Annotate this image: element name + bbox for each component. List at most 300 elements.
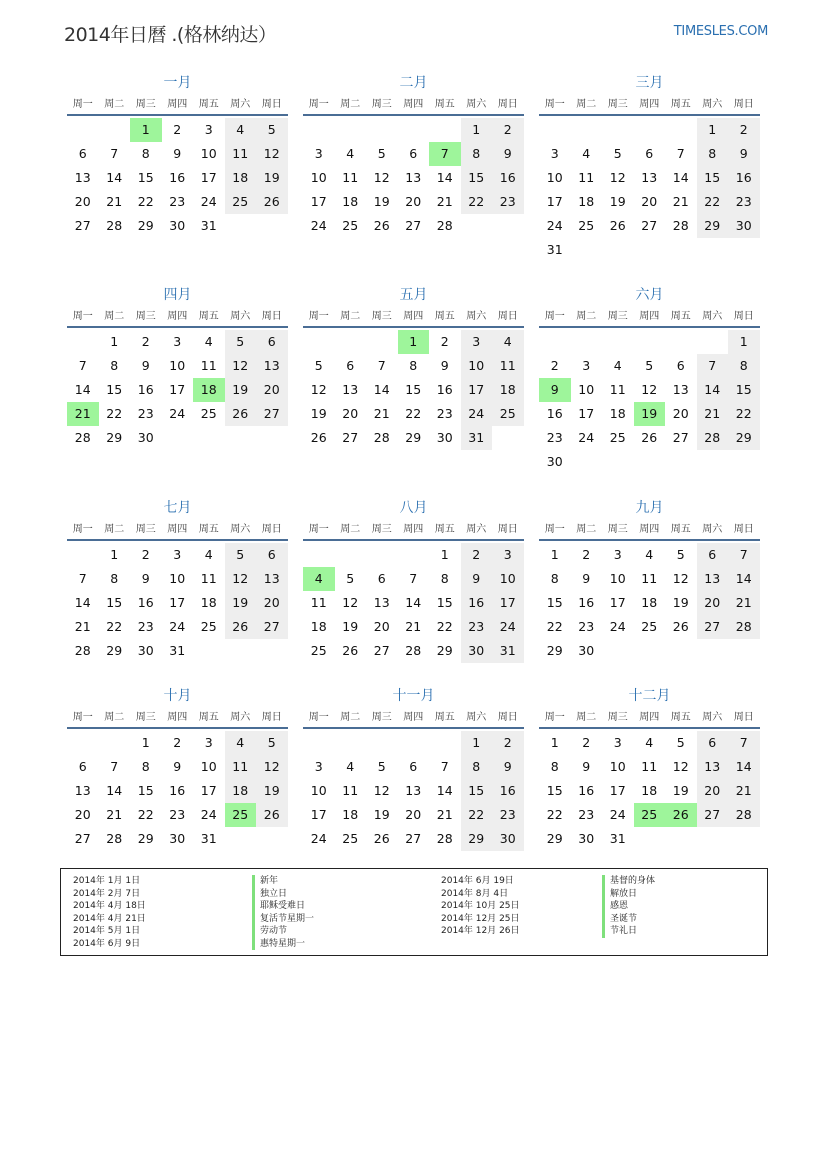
day-cell[interactable]: 17 [310, 194, 327, 209]
day-cell[interactable]: 17 [609, 783, 626, 798]
day-cell[interactable]: 7 [676, 146, 685, 161]
day-cell[interactable]: 23 [461, 615, 493, 639]
day-cell[interactable]: 13 [697, 567, 729, 591]
day-cell[interactable]: 13 [256, 354, 288, 378]
day-cell[interactable]: 20 [405, 807, 422, 822]
day-cell[interactable]: 10 [609, 759, 626, 774]
day-cell[interactable]: 23 [169, 194, 186, 209]
day-cell[interactable]: 26 [373, 218, 390, 233]
day-cell[interactable]: 3 [173, 547, 182, 562]
day-cell[interactable]: 3 [492, 543, 524, 567]
day-cell[interactable]: 15 [461, 779, 493, 803]
day-cell[interactable]: 22 [137, 807, 154, 822]
day-cell[interactable]: 3 [314, 759, 323, 774]
day-cell[interactable]: 10 [169, 358, 186, 373]
day-cell[interactable]: 4 [225, 118, 257, 142]
day-cell[interactable]: 26 [672, 619, 689, 634]
day-cell[interactable]: 24 [310, 831, 327, 846]
day-cell[interactable]: 26 [256, 190, 288, 214]
day-cell[interactable]: 9 [492, 142, 524, 166]
day-cell[interactable]: 4 [225, 731, 257, 755]
day-cell[interactable]: 13 [405, 170, 422, 185]
day-cell[interactable]: 2 [440, 334, 449, 349]
day-cell[interactable]: 30 [578, 643, 595, 658]
day-cell[interactable]: 16 [728, 166, 760, 190]
day-cell[interactable]: 5 [613, 146, 622, 161]
day-cell[interactable]: 10 [546, 170, 563, 185]
day-cell[interactable]: 29 [697, 214, 729, 238]
day-cell[interactable]: 21 [728, 591, 760, 615]
day-cell[interactable]: 27 [256, 402, 288, 426]
day-cell[interactable]: 12 [225, 354, 257, 378]
day-cell[interactable]: 8 [440, 571, 449, 586]
day-cell[interactable]: 30 [578, 831, 595, 846]
day-cell[interactable]: 16 [137, 595, 154, 610]
day-cell[interactable]: 3 [204, 122, 213, 137]
day-cell[interactable]: 17 [546, 194, 563, 209]
day-cell[interactable]: 10 [169, 571, 186, 586]
day-cell[interactable]: 17 [200, 783, 217, 798]
day-cell[interactable]: 1 [728, 330, 760, 354]
day-cell[interactable]: 14 [74, 595, 91, 610]
day-cell[interactable]: 8 [110, 358, 119, 373]
day-cell[interactable]: 22 [106, 406, 123, 421]
day-cell[interactable]: 20 [405, 194, 422, 209]
day-cell[interactable]: 31 [200, 831, 217, 846]
day-cell[interactable]: 1 [550, 735, 559, 750]
day-cell[interactable]: 31 [546, 242, 563, 257]
day-cell[interactable]: 28 [672, 218, 689, 233]
day-cell[interactable]: 11 [342, 170, 359, 185]
day-cell[interactable]: 2 [492, 118, 524, 142]
day-cell[interactable]: 16 [492, 166, 524, 190]
day-cell[interactable]: 13 [342, 382, 359, 397]
day-cell[interactable]: 13 [641, 170, 658, 185]
day-cell[interactable]: 25 [342, 831, 359, 846]
day-cell[interactable]: 22 [106, 619, 123, 634]
day-cell[interactable]: 18 [492, 378, 524, 402]
day-cell[interactable]: 22 [405, 406, 422, 421]
day-cell[interactable]: 15 [137, 170, 154, 185]
day-cell[interactable]: 28 [697, 426, 729, 450]
day-cell[interactable]: 20 [74, 807, 91, 822]
day-cell[interactable]: 15 [436, 595, 453, 610]
day-cell[interactable]: 11 [225, 142, 257, 166]
day-cell[interactable]: 25 [609, 430, 626, 445]
day-cell[interactable]: 28 [74, 430, 91, 445]
day-cell[interactable]: 27 [74, 831, 91, 846]
day-cell[interactable]: 28 [373, 430, 390, 445]
day-cell[interactable]: 21 [106, 194, 123, 209]
day-cell[interactable]: 20 [697, 591, 729, 615]
day-cell[interactable]: 22 [697, 190, 729, 214]
day-cell[interactable]: 23 [492, 803, 524, 827]
day-cell[interactable]: 28 [106, 831, 123, 846]
day-cell[interactable]: 30 [728, 214, 760, 238]
day-cell[interactable]: 24 [492, 615, 524, 639]
day-cell[interactable]: 9 [492, 755, 524, 779]
day-cell[interactable]: 22 [546, 619, 563, 634]
day-cell[interactable]: 11 [200, 571, 217, 586]
day-cell[interactable]: 25 [200, 619, 217, 634]
day-cell[interactable]: 16 [546, 406, 563, 421]
day-cell[interactable]: 11 [342, 783, 359, 798]
day-cell[interactable]: 27 [342, 430, 359, 445]
day-cell[interactable]: 11 [200, 358, 217, 373]
day-cell[interactable]: 2 [173, 122, 182, 137]
day-cell[interactable]: 18 [200, 595, 217, 610]
day-cell[interactable]: 30 [137, 643, 154, 658]
day-cell[interactable]: 8 [697, 142, 729, 166]
day-cell[interactable]: 14 [697, 378, 729, 402]
day-cell[interactable]: 8 [461, 142, 493, 166]
day-cell[interactable]: 7 [110, 146, 119, 161]
day-cell[interactable]: 11 [310, 595, 327, 610]
day-cell[interactable]: 15 [405, 382, 422, 397]
day-cell[interactable]: 23 [137, 619, 154, 634]
day-cell[interactable]: 5 [377, 146, 386, 161]
day-cell[interactable]: 29 [106, 643, 123, 658]
holiday-day-cell[interactable]: 1 [398, 330, 430, 354]
day-cell[interactable]: 15 [137, 783, 154, 798]
day-cell[interactable]: 26 [225, 615, 257, 639]
day-cell[interactable]: 6 [78, 759, 87, 774]
day-cell[interactable]: 18 [342, 807, 359, 822]
day-cell[interactable]: 30 [169, 218, 186, 233]
day-cell[interactable]: 12 [256, 755, 288, 779]
day-cell[interactable]: 3 [550, 146, 559, 161]
day-cell[interactable]: 19 [310, 406, 327, 421]
day-cell[interactable]: 15 [106, 595, 123, 610]
day-cell[interactable]: 1 [110, 547, 119, 562]
site-logo[interactable]: TIMESLES.COM [673, 24, 768, 39]
day-cell[interactable]: 9 [582, 759, 591, 774]
day-cell[interactable]: 7 [728, 543, 760, 567]
day-cell[interactable]: 4 [204, 547, 213, 562]
day-cell[interactable]: 6 [256, 330, 288, 354]
day-cell[interactable]: 18 [609, 406, 626, 421]
day-cell[interactable]: 12 [310, 382, 327, 397]
day-cell[interactable]: 8 [728, 354, 760, 378]
day-cell[interactable]: 30 [436, 430, 453, 445]
day-cell[interactable]: 13 [672, 382, 689, 397]
day-cell[interactable]: 5 [645, 358, 654, 373]
day-cell[interactable]: 14 [106, 170, 123, 185]
day-cell[interactable]: 28 [405, 643, 422, 658]
day-cell[interactable]: 17 [169, 595, 186, 610]
day-cell[interactable]: 18 [641, 595, 658, 610]
day-cell[interactable]: 20 [641, 194, 658, 209]
day-cell[interactable]: 24 [169, 406, 186, 421]
day-cell[interactable]: 27 [405, 218, 422, 233]
day-cell[interactable]: 6 [676, 358, 685, 373]
day-cell[interactable]: 10 [310, 783, 327, 798]
day-cell[interactable]: 29 [106, 430, 123, 445]
day-cell[interactable]: 29 [461, 827, 493, 851]
day-cell[interactable]: 20 [373, 619, 390, 634]
day-cell[interactable]: 26 [609, 218, 626, 233]
day-cell[interactable]: 16 [436, 382, 453, 397]
day-cell[interactable]: 13 [256, 567, 288, 591]
day-cell[interactable]: 4 [492, 330, 524, 354]
day-cell[interactable]: 20 [256, 591, 288, 615]
day-cell[interactable]: 23 [728, 190, 760, 214]
day-cell[interactable]: 21 [728, 779, 760, 803]
holiday-day-cell[interactable]: 25 [225, 803, 257, 827]
day-cell[interactable]: 31 [169, 643, 186, 658]
day-cell[interactable]: 9 [728, 142, 760, 166]
day-cell[interactable]: 19 [672, 595, 689, 610]
day-cell[interactable]: 9 [141, 358, 150, 373]
day-cell[interactable]: 19 [609, 194, 626, 209]
day-cell[interactable]: 24 [200, 807, 217, 822]
day-cell[interactable]: 25 [492, 402, 524, 426]
day-cell[interactable]: 5 [256, 118, 288, 142]
day-cell[interactable]: 29 [137, 218, 154, 233]
day-cell[interactable]: 6 [346, 358, 355, 373]
day-cell[interactable]: 24 [546, 218, 563, 233]
day-cell[interactable]: 6 [697, 543, 729, 567]
day-cell[interactable]: 18 [578, 194, 595, 209]
day-cell[interactable]: 21 [373, 406, 390, 421]
day-cell[interactable]: 24 [609, 619, 626, 634]
day-cell[interactable]: 14 [373, 382, 390, 397]
day-cell[interactable]: 24 [578, 430, 595, 445]
day-cell[interactable]: 9 [173, 759, 182, 774]
day-cell[interactable]: 3 [613, 735, 622, 750]
day-cell[interactable]: 5 [314, 358, 323, 373]
day-cell[interactable]: 3 [582, 358, 591, 373]
day-cell[interactable]: 26 [342, 643, 359, 658]
day-cell[interactable]: 11 [641, 759, 658, 774]
day-cell[interactable]: 29 [405, 430, 422, 445]
day-cell[interactable]: 2 [492, 731, 524, 755]
day-cell[interactable]: 18 [225, 779, 257, 803]
day-cell[interactable]: 26 [225, 402, 257, 426]
day-cell[interactable]: 16 [578, 595, 595, 610]
day-cell[interactable]: 21 [74, 619, 91, 634]
day-cell[interactable]: 23 [546, 430, 563, 445]
day-cell[interactable]: 1 [110, 334, 119, 349]
day-cell[interactable]: 13 [74, 170, 91, 185]
day-cell[interactable]: 1 [440, 547, 449, 562]
day-cell[interactable]: 21 [436, 807, 453, 822]
day-cell[interactable]: 17 [578, 406, 595, 421]
day-cell[interactable]: 24 [461, 402, 493, 426]
day-cell[interactable]: 16 [578, 783, 595, 798]
day-cell[interactable]: 5 [225, 543, 257, 567]
day-cell[interactable]: 7 [409, 571, 418, 586]
day-cell[interactable]: 14 [405, 595, 422, 610]
day-cell[interactable]: 10 [492, 567, 524, 591]
day-cell[interactable]: 28 [728, 803, 760, 827]
day-cell[interactable]: 25 [310, 643, 327, 658]
day-cell[interactable]: 21 [405, 619, 422, 634]
day-cell[interactable]: 12 [672, 571, 689, 586]
day-cell[interactable]: 12 [225, 567, 257, 591]
day-cell[interactable]: 31 [461, 426, 493, 450]
day-cell[interactable]: 3 [613, 547, 622, 562]
day-cell[interactable]: 5 [377, 759, 386, 774]
day-cell[interactable]: 5 [676, 735, 685, 750]
day-cell[interactable]: 31 [200, 218, 217, 233]
day-cell[interactable]: 8 [141, 759, 150, 774]
day-cell[interactable]: 6 [78, 146, 87, 161]
day-cell[interactable]: 23 [492, 190, 524, 214]
day-cell[interactable]: 6 [409, 759, 418, 774]
day-cell[interactable]: 4 [613, 358, 622, 373]
day-cell[interactable]: 13 [74, 783, 91, 798]
day-cell[interactable]: 8 [550, 571, 559, 586]
day-cell[interactable]: 14 [728, 567, 760, 591]
day-cell[interactable]: 19 [672, 783, 689, 798]
day-cell[interactable]: 18 [225, 166, 257, 190]
day-cell[interactable]: 9 [173, 146, 182, 161]
day-cell[interactable]: 4 [645, 547, 654, 562]
day-cell[interactable]: 2 [582, 547, 591, 562]
day-cell[interactable]: 7 [377, 358, 386, 373]
day-cell[interactable]: 8 [550, 759, 559, 774]
day-cell[interactable]: 27 [672, 430, 689, 445]
day-cell[interactable]: 25 [578, 218, 595, 233]
day-cell[interactable]: 4 [204, 334, 213, 349]
day-cell[interactable]: 13 [373, 595, 390, 610]
day-cell[interactable]: 3 [204, 735, 213, 750]
day-cell[interactable]: 23 [578, 807, 595, 822]
day-cell[interactable]: 31 [492, 639, 524, 663]
day-cell[interactable]: 14 [74, 382, 91, 397]
day-cell[interactable]: 12 [342, 595, 359, 610]
day-cell[interactable]: 29 [728, 426, 760, 450]
day-cell[interactable]: 30 [137, 430, 154, 445]
day-cell[interactable]: 21 [106, 807, 123, 822]
day-cell[interactable]: 24 [609, 807, 626, 822]
day-cell[interactable]: 7 [440, 759, 449, 774]
holiday-day-cell[interactable]: 4 [303, 567, 335, 591]
day-cell[interactable]: 19 [373, 807, 390, 822]
day-cell[interactable]: 11 [492, 354, 524, 378]
holiday-day-cell[interactable]: 18 [193, 378, 225, 402]
day-cell[interactable]: 11 [641, 571, 658, 586]
day-cell[interactable]: 15 [461, 166, 493, 190]
day-cell[interactable]: 4 [645, 735, 654, 750]
day-cell[interactable]: 16 [137, 382, 154, 397]
day-cell[interactable]: 23 [169, 807, 186, 822]
day-cell[interactable]: 31 [609, 831, 626, 846]
day-cell[interactable]: 17 [200, 170, 217, 185]
day-cell[interactable]: 29 [436, 643, 453, 658]
day-cell[interactable]: 30 [461, 639, 493, 663]
day-cell[interactable]: 7 [697, 354, 729, 378]
day-cell[interactable]: 16 [492, 779, 524, 803]
day-cell[interactable]: 26 [256, 803, 288, 827]
day-cell[interactable]: 15 [728, 378, 760, 402]
day-cell[interactable]: 8 [409, 358, 418, 373]
day-cell[interactable]: 27 [697, 803, 729, 827]
day-cell[interactable]: 22 [436, 619, 453, 634]
day-cell[interactable]: 20 [256, 378, 288, 402]
day-cell[interactable]: 18 [310, 619, 327, 634]
day-cell[interactable]: 6 [645, 146, 654, 161]
day-cell[interactable]: 14 [728, 755, 760, 779]
day-cell[interactable]: 14 [106, 783, 123, 798]
day-cell[interactable]: 15 [697, 166, 729, 190]
day-cell[interactable]: 19 [256, 779, 288, 803]
day-cell[interactable]: 1 [697, 118, 729, 142]
day-cell[interactable]: 4 [582, 146, 591, 161]
day-cell[interactable]: 22 [461, 803, 493, 827]
day-cell[interactable]: 27 [256, 615, 288, 639]
day-cell[interactable]: 23 [578, 619, 595, 634]
day-cell[interactable]: 30 [546, 454, 563, 469]
day-cell[interactable]: 6 [409, 146, 418, 161]
day-cell[interactable]: 8 [110, 571, 119, 586]
day-cell[interactable]: 12 [609, 170, 626, 185]
day-cell[interactable]: 20 [74, 194, 91, 209]
day-cell[interactable]: 16 [461, 591, 493, 615]
day-cell[interactable]: 5 [346, 571, 355, 586]
day-cell[interactable]: 25 [200, 406, 217, 421]
day-cell[interactable]: 27 [405, 831, 422, 846]
day-cell[interactable]: 3 [314, 146, 323, 161]
day-cell[interactable]: 12 [256, 142, 288, 166]
day-cell[interactable]: 27 [697, 615, 729, 639]
day-cell[interactable]: 9 [440, 358, 449, 373]
day-cell[interactable]: 19 [225, 378, 257, 402]
day-cell[interactable]: 5 [256, 731, 288, 755]
day-cell[interactable]: 21 [672, 194, 689, 209]
day-cell[interactable]: 10 [200, 759, 217, 774]
day-cell[interactable]: 6 [256, 543, 288, 567]
day-cell[interactable]: 23 [137, 406, 154, 421]
day-cell[interactable]: 1 [550, 547, 559, 562]
holiday-day-cell[interactable]: 19 [634, 402, 666, 426]
day-cell[interactable]: 2 [550, 358, 559, 373]
day-cell[interactable]: 17 [169, 382, 186, 397]
day-cell[interactable]: 14 [672, 170, 689, 185]
day-cell[interactable]: 26 [310, 430, 327, 445]
day-cell[interactable]: 27 [373, 643, 390, 658]
day-cell[interactable]: 26 [641, 430, 658, 445]
day-cell[interactable]: 10 [461, 354, 493, 378]
day-cell[interactable]: 29 [137, 831, 154, 846]
day-cell[interactable]: 5 [225, 330, 257, 354]
day-cell[interactable]: 11 [578, 170, 595, 185]
day-cell[interactable]: 14 [436, 783, 453, 798]
day-cell[interactable]: 13 [697, 755, 729, 779]
day-cell[interactable]: 21 [697, 402, 729, 426]
day-cell[interactable]: 28 [106, 218, 123, 233]
day-cell[interactable]: 20 [342, 406, 359, 421]
day-cell[interactable]: 24 [200, 194, 217, 209]
day-cell[interactable]: 10 [609, 571, 626, 586]
day-cell[interactable]: 17 [310, 807, 327, 822]
day-cell[interactable]: 11 [225, 755, 257, 779]
holiday-day-cell[interactable]: 9 [539, 378, 571, 402]
day-cell[interactable]: 16 [169, 783, 186, 798]
day-cell[interactable]: 18 [641, 783, 658, 798]
day-cell[interactable]: 1 [461, 731, 493, 755]
day-cell[interactable]: 20 [672, 406, 689, 421]
day-cell[interactable]: 12 [373, 170, 390, 185]
day-cell[interactable]: 3 [173, 334, 182, 349]
holiday-day-cell[interactable]: 21 [67, 402, 99, 426]
day-cell[interactable]: 1 [141, 735, 150, 750]
day-cell[interactable]: 17 [609, 595, 626, 610]
day-cell[interactable]: 14 [436, 170, 453, 185]
day-cell[interactable]: 25 [641, 619, 658, 634]
day-cell[interactable]: 19 [342, 619, 359, 634]
